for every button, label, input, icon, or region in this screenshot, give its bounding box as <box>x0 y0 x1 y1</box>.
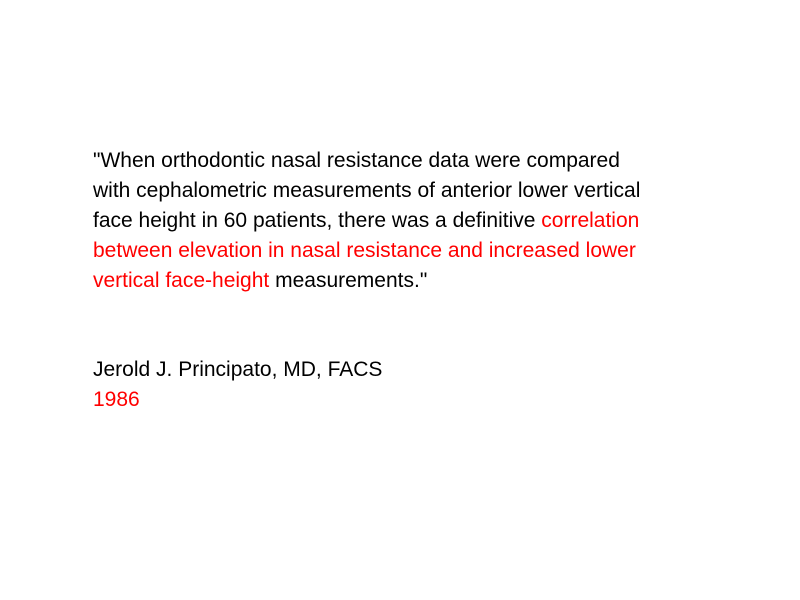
quote-highlight-correlation: correlation <box>541 209 640 232</box>
quote-line-5 <box>93 266 733 296</box>
attribution-block <box>93 355 382 415</box>
quote-line-5-text: measurements." <box>269 269 428 292</box>
quote-line-3-text: face height in 60 patients, there was a definitive <box>93 209 542 232</box>
quote-line-3 <box>93 206 733 236</box>
quote-highlight-face-height: vertical face-height <box>93 269 270 292</box>
quote-line-2: with cephalometric measurements of anterior lower vertical <box>93 179 641 202</box>
quote-line-1: "When orthodontic nasal resistance data were compared <box>93 149 620 172</box>
publication-year: 1986 <box>93 388 140 411</box>
quote-line-4-highlight: between elevation in nasal resistance and increased lower <box>93 239 636 262</box>
author-name: Jerold J. Principato, MD, FACS <box>93 358 383 381</box>
quote-block <box>93 146 733 296</box>
